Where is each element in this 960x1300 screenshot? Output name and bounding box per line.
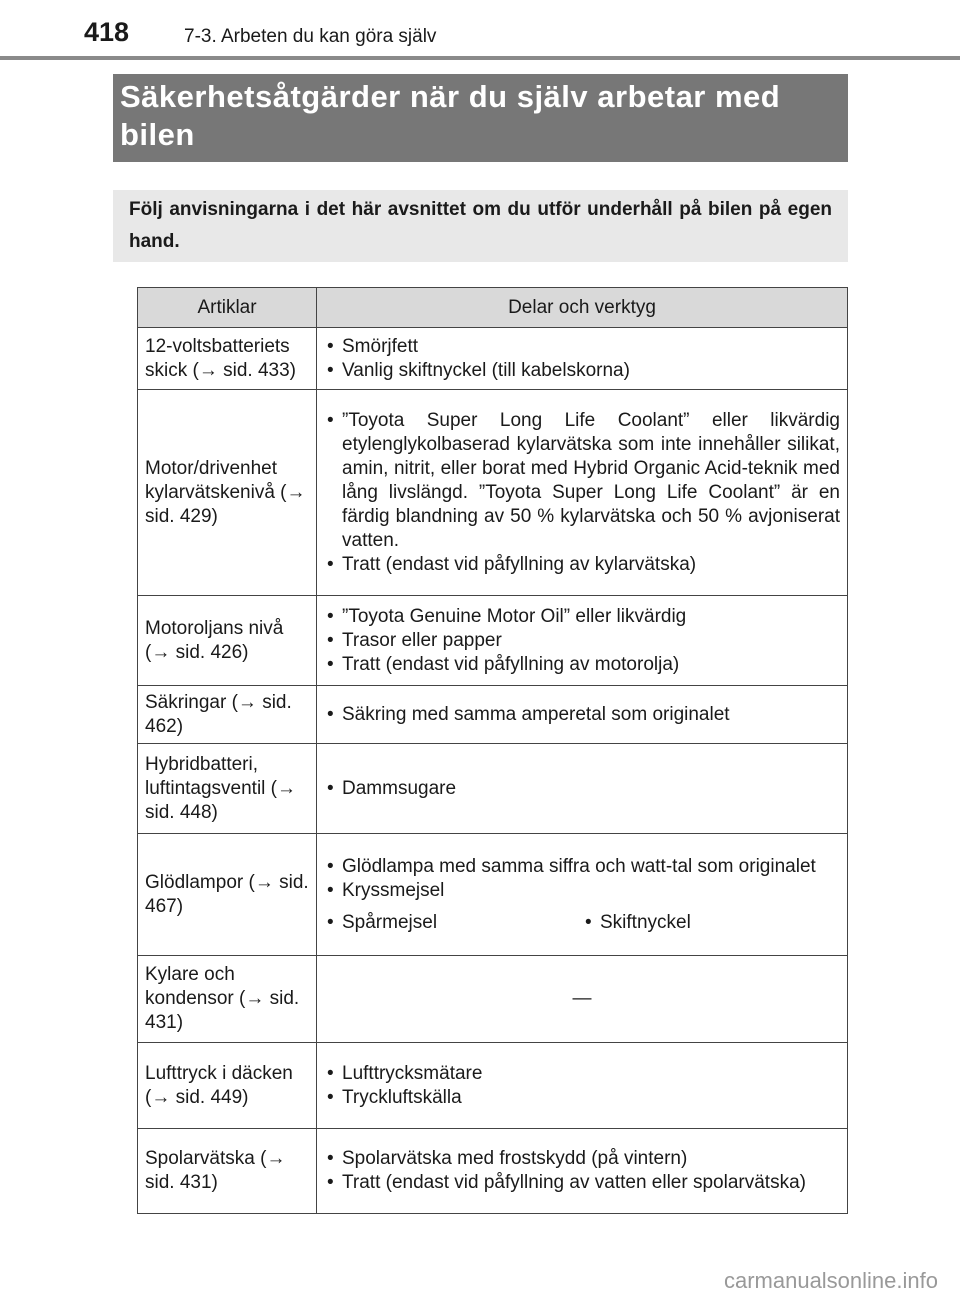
parts-cell bbox=[317, 390, 848, 596]
table-row bbox=[138, 328, 848, 390]
parts-list-inline bbox=[324, 911, 840, 935]
section-title: 7-3. Arbeten du kan göra själv bbox=[184, 26, 437, 47]
table-row bbox=[138, 956, 848, 1043]
article-cell: Hybridbatteri, luftintagsventil (→ sid. 448) bbox=[138, 744, 317, 834]
parts-list bbox=[324, 1147, 840, 1195]
table-row bbox=[138, 1129, 848, 1214]
article-cell: Säkringar (→ sid. 462) bbox=[138, 686, 317, 744]
list-item: • Dammsugare bbox=[324, 777, 840, 801]
article-cell: Motor/drivenhet kylarvätskenivå (→ sid. 429) bbox=[138, 390, 317, 596]
article-cell: Motoroljans nivå (→ sid. 426) bbox=[138, 596, 317, 686]
parts-cell bbox=[317, 744, 848, 834]
article-cell: Glödlampor (→ sid. 467) bbox=[138, 834, 317, 956]
parts-list bbox=[324, 855, 840, 903]
tools-table bbox=[137, 287, 848, 1214]
parts-cell bbox=[317, 328, 848, 390]
list-item: • Smörjfett bbox=[324, 335, 840, 359]
parts-list bbox=[324, 605, 840, 677]
list-item: • Vanlig skiftnyckel (till kabelskorna) bbox=[324, 359, 840, 383]
table-row bbox=[138, 1043, 848, 1129]
empty-dash: — bbox=[572, 988, 592, 1009]
list-item: • Tratt (endast vid påfyllning av kylarvätska) bbox=[324, 553, 840, 577]
article-cell: Spolarvätska (→ sid. 431) bbox=[138, 1129, 317, 1214]
parts-list bbox=[324, 777, 840, 801]
column-header-parts: Delar och verktyg bbox=[317, 288, 848, 328]
parts-cell bbox=[317, 956, 848, 1043]
parts-list bbox=[324, 703, 840, 727]
table-row bbox=[138, 744, 848, 834]
table-row bbox=[138, 686, 848, 744]
table-row bbox=[138, 834, 848, 956]
list-item: • Skiftnyckel bbox=[582, 911, 840, 935]
parts-cell bbox=[317, 596, 848, 686]
parts-cell bbox=[317, 1043, 848, 1129]
table-row bbox=[138, 596, 848, 686]
list-item: • ”Toyota Genuine Motor Oil” eller likvärdig bbox=[324, 605, 840, 629]
list-item: • Trasor eller papper bbox=[324, 629, 840, 653]
parts-cell bbox=[317, 834, 848, 956]
page-number: 418 bbox=[84, 17, 130, 47]
list-item: • Säkring med samma amperetal som originalet bbox=[324, 703, 840, 727]
table-row bbox=[138, 390, 848, 596]
list-item: • Kryssmejsel bbox=[324, 879, 840, 903]
parts-list bbox=[324, 335, 840, 383]
header-divider bbox=[0, 56, 960, 60]
list-item: • Tratt (endast vid påfyllning av motorolja) bbox=[324, 653, 840, 677]
watermark: carmanualsonline.info bbox=[723, 1268, 938, 1293]
article-cell: 12-voltsbatteriets skick (→ sid. 433) bbox=[138, 328, 317, 390]
parts-cell bbox=[317, 1129, 848, 1214]
parts-list bbox=[324, 1062, 840, 1110]
article-cell: Kylare och kondensor (→ sid. 431) bbox=[138, 956, 317, 1043]
parts-cell bbox=[317, 686, 848, 744]
column-header-articles: Artiklar bbox=[138, 288, 317, 328]
article-cell: Lufttryck i däcken (→ sid. 449) bbox=[138, 1043, 317, 1129]
parts-list bbox=[324, 409, 840, 577]
page-title: Säkerhetsåtgärder när du själv arbetar med bilen bbox=[113, 74, 848, 162]
list-item: • Tryckluftskälla bbox=[324, 1086, 840, 1110]
list-item: • Tratt (endast vid påfyllning av vatten eller spolarvätska) bbox=[324, 1171, 840, 1195]
intro-box: Följ anvisningarna i det här avsnittet om du utför underhåll på bilen på egen hand. bbox=[113, 190, 848, 262]
list-item: • Spolarvätska med frostskydd (på vintern) bbox=[324, 1147, 840, 1171]
list-item: • ”Toyota Super Long Life Coolant” eller likvärdig etylenglykolbaserad kylarvätska som inte innehåller silikat, amin, nitrit, eller borat med Hybrid Organic Acid-teknik med lång livslängd. ”Toyota Super Long Life Coolant” är en färdig blandning av 50 % kylarvätska och 50 % avjoniserat vatten. bbox=[324, 409, 840, 553]
list-item: • Spårmejsel bbox=[324, 911, 582, 935]
list-item: • Glödlampa med samma siffra och watt-tal som originalet bbox=[324, 855, 840, 879]
list-item: • Lufttrycksmätare bbox=[324, 1062, 840, 1086]
